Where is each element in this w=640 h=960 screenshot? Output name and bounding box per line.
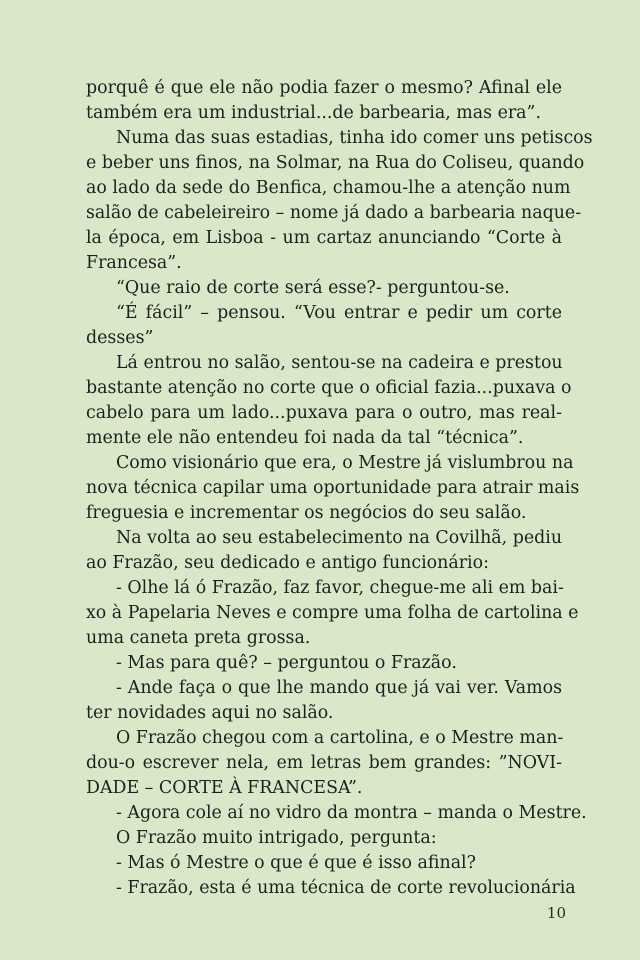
text-line: Numa das suas estadias, tinha ido comer uns petiscos bbox=[116, 128, 593, 148]
text-line: dou-o escrever nela, em letras bem grandes: ”NOVI- bbox=[86, 753, 562, 773]
text-line: desses” bbox=[86, 328, 154, 348]
text-line: bastante atenção no corte que o oficial fazia...puxava o bbox=[86, 378, 572, 398]
text-line: ao Frazão, seu dedicado e antigo funcionário: bbox=[86, 553, 489, 573]
text-line: - Agora cole aí no vidro da montra – manda o Mestre. bbox=[116, 803, 587, 823]
text-line: Lá entrou no salão, sentou-se na cadeira e prestou bbox=[116, 353, 563, 373]
text-line: e beber uns finos, na Solmar, na Rua do Coliseu, quando bbox=[86, 153, 585, 173]
text-line: DADE – CORTE À FRANCESA”. bbox=[86, 778, 363, 798]
text-line: O Frazão muito intrigado, pergunta: bbox=[116, 828, 437, 848]
text-line: Francesa”. bbox=[86, 253, 182, 273]
text-line: salão de cabeleireiro – nome já dado a barbearia naque- bbox=[86, 203, 582, 223]
text-line: porquê é que ele não podia fazer o mesmo? Afinal ele bbox=[86, 78, 562, 98]
text-body bbox=[86, 76, 593, 901]
text-line: “Que raio de corte será esse?- perguntou-se. bbox=[116, 278, 510, 298]
text-line: - Olhe lá ó Frazão, faz favor, chegue-me ali em bai- bbox=[116, 578, 564, 598]
text-line: também era um industrial...de barbearia, mas era”. bbox=[86, 103, 541, 123]
text-line: - Ande faça o que lhe mando que já vai ver. Vamos bbox=[116, 678, 562, 698]
text-line: freguesia e incrementar os negócios do seu salão. bbox=[86, 503, 527, 523]
text-line: - Mas ó Mestre o que é que é isso afinal? bbox=[116, 853, 476, 873]
text-line: uma caneta preta grossa. bbox=[86, 628, 311, 648]
text-line: mente ele não entendeu foi nada da tal “técnica”. bbox=[86, 428, 524, 448]
text-line: O Frazão chegou com a cartolina, e o Mestre man- bbox=[116, 728, 564, 748]
text-line: “É fácil” – pensou. “Vou entrar e pedir um corte bbox=[116, 303, 562, 323]
page-number: 10 bbox=[546, 904, 566, 922]
text-line: nova técnica capilar uma oportunidade para atrair mais bbox=[86, 478, 580, 498]
text-line: Na volta ao seu estabelecimento na Covilhã, pediu bbox=[116, 528, 563, 548]
text-line: - Mas para quê? – perguntou o Frazão. bbox=[116, 653, 457, 673]
text-line: xo à Papelaria Neves e compre uma folha de cartolina e bbox=[86, 603, 579, 623]
text-line: la época, em Lisboa - um cartaz anunciando “Corte à bbox=[86, 228, 562, 248]
text-line: ao lado da sede do Benfica, chamou-lhe a atenção num bbox=[86, 178, 571, 198]
text-line: - Frazão, esta é uma técnica de corte revolucionária bbox=[116, 878, 576, 898]
text-line: Como visionário que era, o Mestre já vislumbrou na bbox=[116, 453, 574, 473]
text-line: ter novidades aqui no salão. bbox=[86, 703, 334, 723]
text-line: cabelo para um lado...puxava para o outro, mas real- bbox=[86, 403, 562, 423]
